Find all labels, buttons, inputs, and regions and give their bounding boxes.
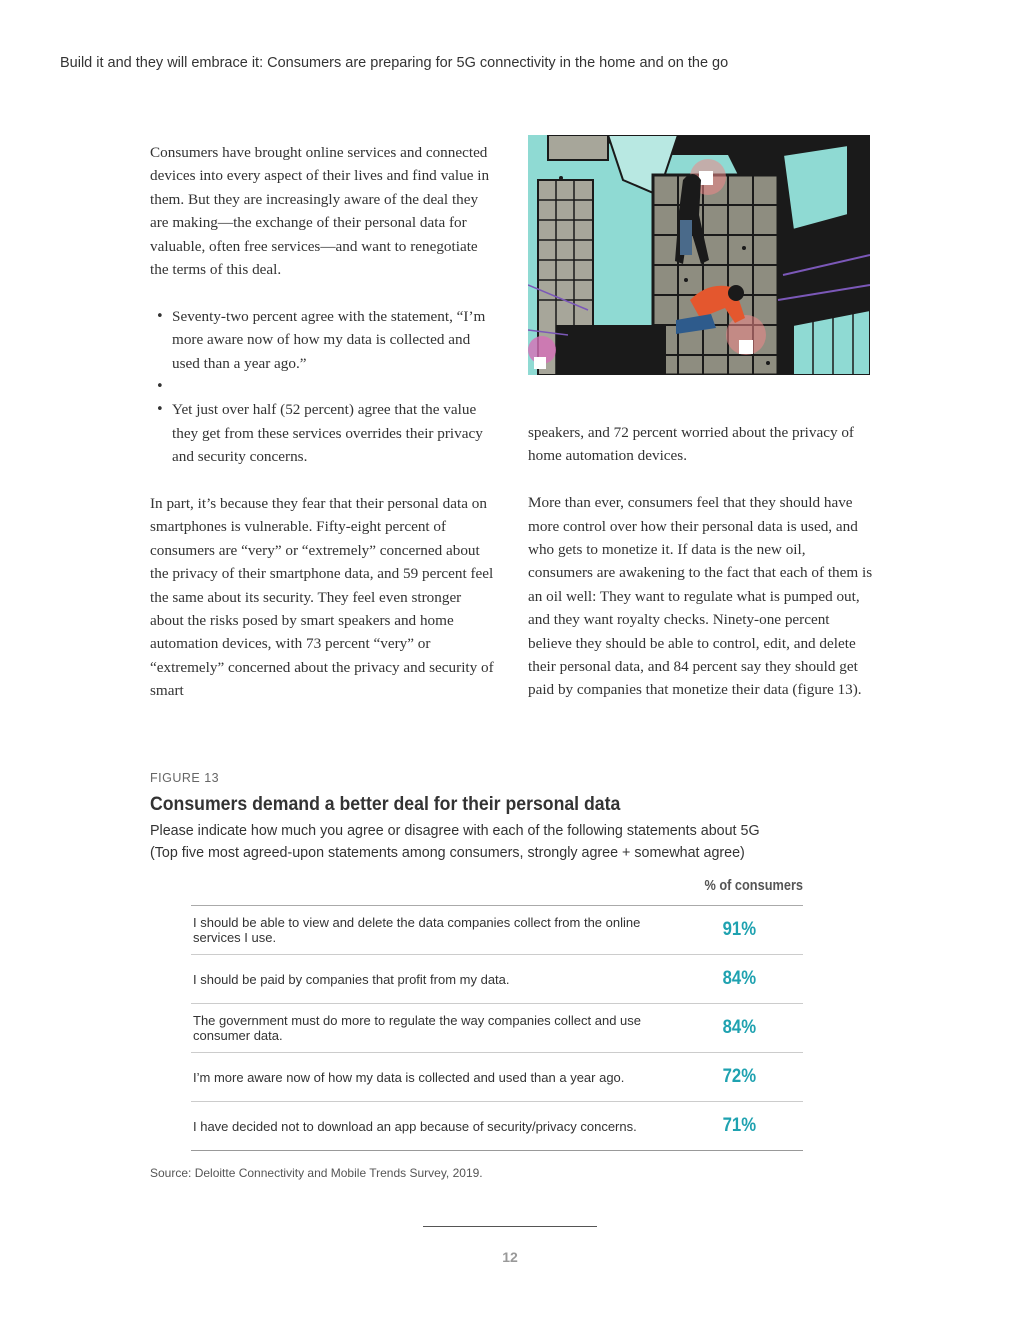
table-row bbox=[191, 1053, 803, 1102]
percent-value: 72% bbox=[722, 1066, 757, 1087]
key-findings-list bbox=[150, 305, 495, 469]
figure-source: Source: Deloitte Connectivity and Mobile Trends Survey, 2019. bbox=[150, 1166, 483, 1180]
figure-subtitle-question: Please indicate how much you agree or disagree with each of the following statements about 5G bbox=[150, 823, 760, 839]
running-header: Build it and they will embrace it: Consumers are preparing for 5G connectivity in the home and on the go bbox=[60, 55, 729, 71]
footer-divider bbox=[423, 1226, 597, 1227]
list-item: • Seventy-two percent agree with the statement, “I’m more aware now of how my data is collected and used than a year ago.” bbox=[150, 305, 495, 375]
smartphone-concerns-paragraph: In part, it’s because they fear that their personal data on smartphones is vulnerable. Fifty-eight percent of consumers are “very” or “extremely” concerned about the privacy of their smartphone data, and 59 percent feel the same about its security. They feel even stronger about the risks posed by smart speakers and home automation devices, with 73 percent “very” or “extremely” concerned about the privacy and security of smart bbox=[150, 495, 494, 700]
statement-label: I should be paid by companies that profit from my data. bbox=[193, 971, 510, 987]
table-row bbox=[191, 955, 803, 1004]
percent-value: 84% bbox=[722, 968, 757, 989]
statement-label: I have decided not to download an app because of security/privacy concerns. bbox=[193, 1118, 637, 1134]
intro-paragraph: Consumers have brought online services and connected devices into every aspect of their lives and find value in them. But they are increasingly aware of the deal they are making—the exchange of their personal data for valuable, often free services—and want to renegotiate the terms of this deal. bbox=[150, 144, 490, 279]
figure-title: Consumers demand a better deal for their personal data bbox=[150, 794, 621, 815]
statement-label: I’m more aware now of how my data is collected and used than a year ago. bbox=[193, 1069, 625, 1085]
continued-paragraph: speakers, and 72 percent worried about the privacy of home automation devices. bbox=[528, 424, 854, 465]
figure-subtitle-note: (Top five most agreed-upon statements among consumers, strongly agree + somewhat agree) bbox=[150, 845, 745, 861]
column-header-percent: % of consumers bbox=[704, 878, 803, 894]
percent-value: 84% bbox=[722, 1017, 757, 1038]
data-control-paragraph: More than ever, consumers feel that they should have more control over how their personal data is used, and who gets to monetize it. If data is the new oil, consumers are awakening to the fact that each of them is an oil well: They want to regulate what is pumped out, and they want royalty checks. Ninety-one percent believe they should be able to control, edit, and delete their personal data, and 84 percent say they should get paid by companies that monetize their data (figure 13). bbox=[528, 494, 873, 699]
figure-subtitle bbox=[150, 820, 870, 864]
table-row bbox=[191, 906, 803, 955]
page-number: 12 bbox=[502, 1249, 518, 1265]
list-item: • Yet just over half (52 percent) agree that the value they get from these services overrides their privacy and security concerns. bbox=[150, 398, 495, 468]
table-row bbox=[191, 1004, 803, 1053]
illustration-people-on-building bbox=[528, 135, 870, 375]
statement-label: I should be able to view and delete the data companies collect from the online services I use. bbox=[193, 915, 641, 945]
table-row bbox=[191, 1102, 803, 1151]
percent-value: 71% bbox=[722, 1115, 757, 1136]
body-column-right bbox=[528, 421, 873, 702]
body-column-left bbox=[150, 141, 495, 703]
figure-label: FIGURE 13 bbox=[150, 771, 220, 785]
consumer-data-table bbox=[191, 870, 803, 1151]
statement-label: The government must do more to regulate the way companies collect and use consumer data. bbox=[193, 1013, 642, 1043]
table-header bbox=[191, 870, 803, 906]
percent-value: 91% bbox=[722, 919, 757, 940]
